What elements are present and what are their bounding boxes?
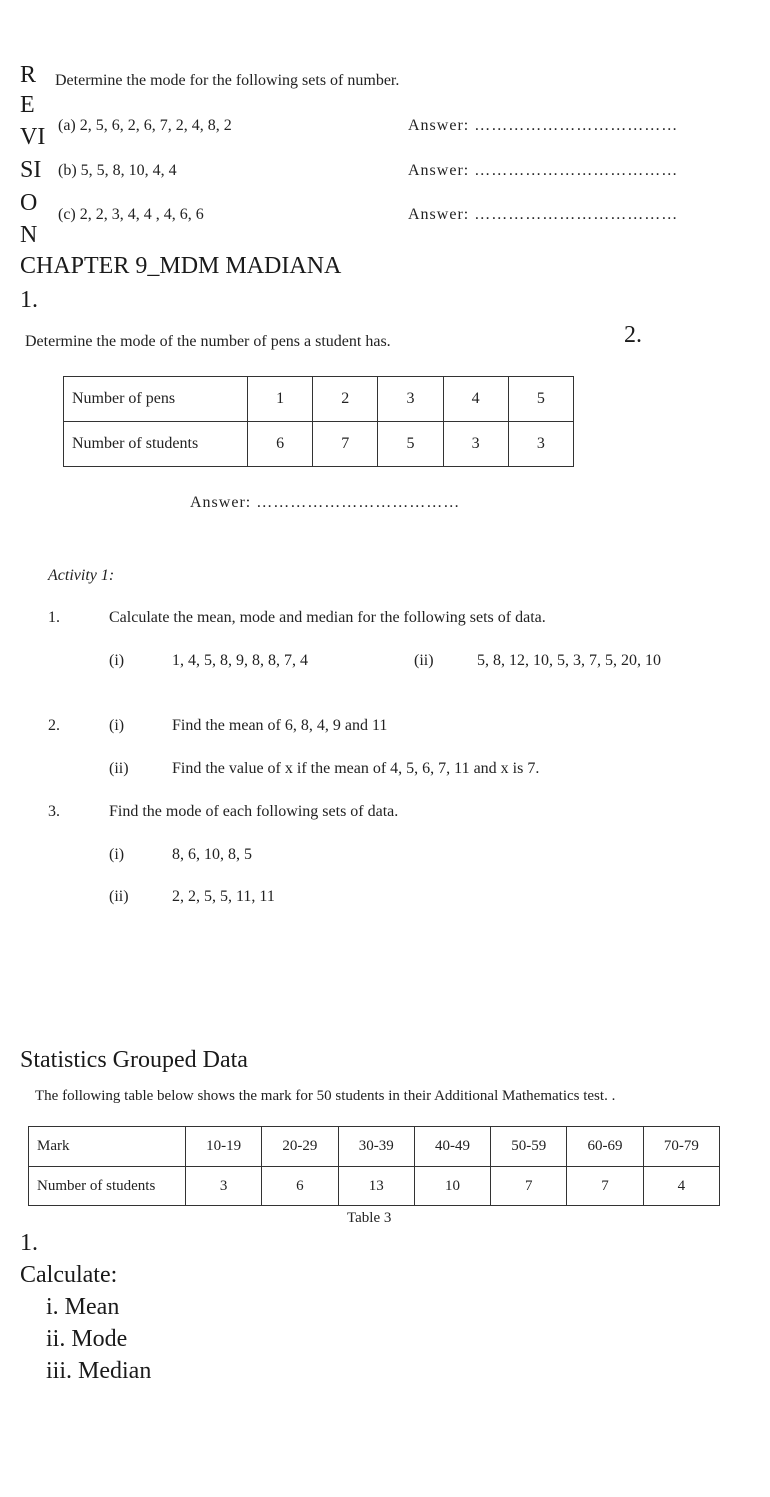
table-header-cell: Number of students (64, 422, 248, 467)
table-row (29, 1127, 720, 1167)
pens-answer-line[interactable]: Answer: ……………………………… (190, 494, 461, 511)
table-header-cell: Number of pens (64, 377, 248, 422)
table-cell: 10 (414, 1167, 490, 1206)
activity-q2-ii-label: (ii) (109, 760, 129, 777)
revision-letter: VI (20, 124, 46, 150)
activity-q1-ii-label: (ii) (414, 652, 434, 669)
table-cell: 6 (248, 422, 313, 467)
chapter-number-2: 2. (624, 322, 642, 348)
activity-q1-i-label: (i) (109, 652, 125, 669)
revision-letter: N (20, 222, 38, 248)
table-cell: 7 (567, 1167, 643, 1206)
revision-side-label (20, 60, 36, 90)
revision-letter: R (20, 62, 37, 88)
table-cell: 20-29 (262, 1127, 338, 1167)
pens-table (63, 376, 574, 467)
activity-q3-ii-text: 2, 2, 5, 5, 11, 11 (172, 888, 275, 905)
revision-letter: SI (20, 157, 42, 183)
table-row (29, 1167, 720, 1206)
activity-q3-text: Find the mode of each following sets of data. (109, 803, 399, 820)
table-cell: 13 (338, 1167, 414, 1206)
grouped-description: The following table below shows the mark for 50 students in their Additional Mathematics test. . (35, 1088, 616, 1104)
table-cell: 60-69 (567, 1127, 643, 1167)
activity-q1-number: 1. (48, 609, 60, 626)
table-cell: 5 (508, 377, 573, 422)
table-cell: 3 (443, 422, 508, 467)
table-cell: 1 (248, 377, 313, 422)
table-cell: 6 (262, 1167, 338, 1206)
revision-question-b: (b) 5, 5, 8, 10, 4, 4 (58, 162, 177, 179)
table-cell: 3 (508, 422, 573, 467)
table-cell: 4 (643, 1167, 719, 1206)
activity-q2-ii-text: Find the value of x if the mean of 4, 5, 6, 7, 11 and x is 7. (172, 760, 540, 777)
table-cell: 30-39 (338, 1127, 414, 1167)
table-cell: 10-19 (186, 1127, 262, 1167)
task-mean: i. Mean (46, 1294, 120, 1320)
table-cell: 3 (378, 377, 443, 422)
table-cell: 7 (491, 1167, 567, 1206)
answer-line-c[interactable]: Answer: ……………………………… (408, 206, 679, 223)
answer-line-b[interactable]: Answer: ……………………………… (408, 162, 679, 179)
table-caption: Table 3 (347, 1210, 392, 1226)
calculate-label: Calculate: (20, 1262, 118, 1288)
chapter-title: CHAPTER 9_MDM MADIANA (20, 253, 342, 279)
table-cell: 5 (378, 422, 443, 467)
activity-q3-i-text: 8, 6, 10, 8, 5 (172, 846, 252, 863)
revision-instruction: Determine the mode for the following sets of number. (55, 72, 400, 89)
revision-question-c: (c) 2, 2, 3, 4, 4 , 4, 6, 6 (58, 206, 204, 223)
chapter-question: Determine the mode of the number of pens a student has. (25, 333, 391, 350)
task-mode: ii. Mode (46, 1326, 128, 1352)
activity-q1-text: Calculate the mean, mode and median for the following sets of data. (109, 609, 546, 626)
activity-q2-i-label: (i) (109, 717, 125, 734)
activity-q3-number: 3. (48, 803, 60, 820)
table-row (64, 377, 574, 422)
grouped-title: Statistics Grouped Data (20, 1047, 248, 1073)
table-cell: 7 (313, 422, 378, 467)
table-header-cell: Number of students (29, 1167, 186, 1206)
table-cell: 2 (313, 377, 378, 422)
activity-title: Activity 1: (48, 567, 115, 584)
table-header-cell: Mark (29, 1127, 186, 1167)
answer-line-a[interactable]: Answer: ……………………………… (408, 117, 679, 134)
revision-letter: O (20, 190, 38, 216)
table-cell: 50-59 (491, 1127, 567, 1167)
chapter-number-1: 1. (20, 287, 38, 313)
activity-q1-i-text: 1, 4, 5, 8, 9, 8, 8, 7, 4 (172, 652, 308, 669)
table-cell: 40-49 (414, 1127, 490, 1167)
task-median: iii. Median (46, 1358, 152, 1384)
activity-q2-number: 2. (48, 717, 60, 734)
table-cell: 3 (186, 1167, 262, 1206)
activity-q3-i-label: (i) (109, 846, 125, 863)
activity-q1-ii-text: 5, 8, 12, 10, 5, 3, 7, 5, 20, 10 (477, 652, 661, 669)
table-cell: 70-79 (643, 1127, 719, 1167)
activity-q2-i-text: Find the mean of 6, 8, 4, 9 and 11 (172, 717, 388, 734)
table-row (64, 422, 574, 467)
table-cell: 4 (443, 377, 508, 422)
grouped-number: 1. (20, 1230, 38, 1256)
revision-question-a: (a) 2, 5, 6, 2, 6, 7, 2, 4, 8, 2 (58, 117, 232, 134)
activity-q3-ii-label: (ii) (109, 888, 129, 905)
revision-letter: E (20, 92, 35, 118)
grouped-table (28, 1126, 720, 1206)
